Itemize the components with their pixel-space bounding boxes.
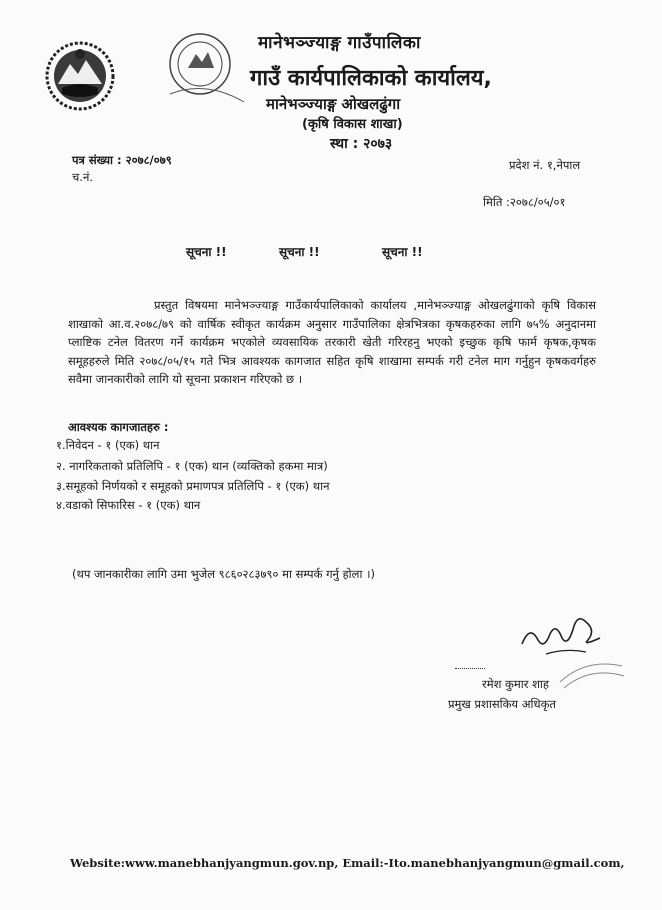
office-title: गाउँ कार्यपालिकाको कार्यालय, [250,66,492,91]
signatory-name: रमेश कुमार शाह [482,677,550,691]
office-location: मानेभञ्ज्याङ्ग ओखलढुंगा [266,95,401,113]
contact-note: (थप जानकारीका लागि उमा भुजेल ९८६०२८३७९० मा सम्पर्क गर्नु होला ।) [72,567,375,581]
notice-heading: सूचना !! [186,245,227,259]
notice-heading: सूचना !! [382,245,423,259]
letter-number: पत्र संख्या : २०७८/०७९ [72,153,172,167]
documents-heading: आवश्यक कागजातहरु : [68,420,169,434]
notice-heading: सूचना !! [279,245,320,259]
document-item: २. नागरिकताको प्रतिलिपि - १ (एक) थान (व्यक्तिको हकमा मात्र) [56,459,328,473]
established-year: स्था : २०७३ [330,136,393,152]
signatory-title: प्रमुख प्रशासकिय अधिकृत [448,697,556,711]
document-item: १.निवेदन - १ (एक) थान [56,438,160,452]
branch-name: (कृषि विकास शाखा) [302,117,403,132]
province-label: प्रदेश नं. १,नेपाल [509,158,581,172]
letter-date: मिति :२०७८/०५/०१ [483,195,566,209]
official-stamp-icon [556,652,626,692]
office-seal-icon [160,24,252,116]
document-item: ३.समूहको निर्णयको र समूहको प्रमाणपत्र प्रतिलिपि - १ (एक) थान [56,479,330,493]
notice-body: प्रस्तुत विषयमा मानेभञ्ज्याङ्ग गाउँकार्यपालिकाको कार्यालय ,मानेभञ्ज्याङ्ग ओखलढुंगाको कृषि विकास शाखाको आ.व.२०७८/७९ को वार्षिक स्वीकृत कार्यक्रम अनुसार गाउँपालिका क्षेत्रभित्रका कृषकहरुका लागि ७५% अनुदानमा प्लाष्टिक टनेल वितरण गर्ने कार्यक्रम भएकोले व्यवसायिक तरकारी खेती गरिरहनु भएको इच्छुक कृषि फार्म कृषक,कृषक समूहहरुले मिति २०७८/०५/१५ गते भित्र आवश्यक कागजात सहित कृषि शाखामा सम्पर्क गरी टनेल माग गर्नुहुन कृषकवर्गहरु सवैमा जानकारीको लागि यो सूचना प्रकाशन गरिएको छ । [68,298,596,386]
dispatch-number: च.नं. [72,170,93,184]
nepal-emblem-icon [44,40,116,112]
document-item: ४.वडाको सिफारिस - १ (एक) थान [56,498,201,512]
signature-line [455,667,485,669]
municipality-name: मानेभञ्ज्याङ्ग गाउँपालिका [258,33,421,53]
footer-contact: Website:www.manebhanjyangmun.gov.np, Email:-Ito.manebhanjyangmun@gmail.com, [70,856,625,870]
